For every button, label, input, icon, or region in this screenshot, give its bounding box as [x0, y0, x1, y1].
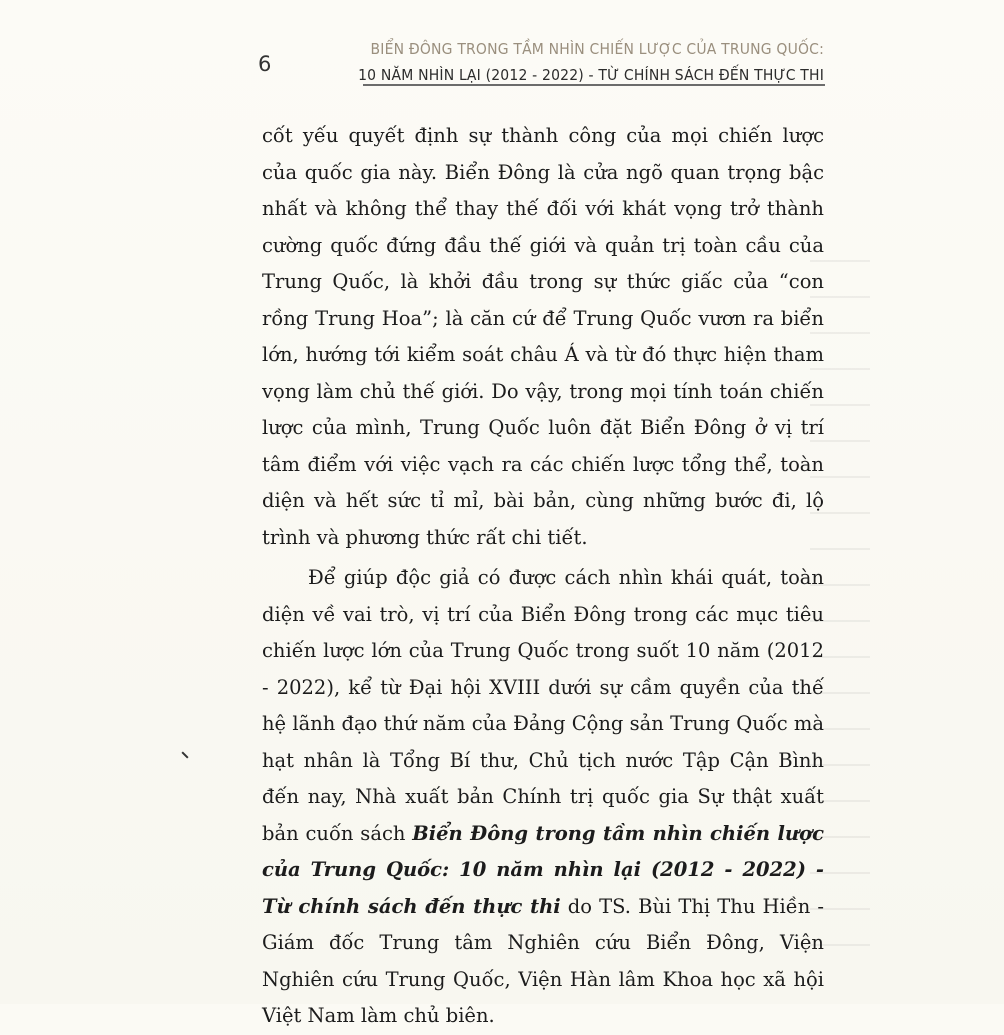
paragraph-2-end: do TS. Bùi Thị Thu Hiền - Giám đốc Trung tâm Nghiên cứu Biển Đông, Viện Nghiên cứu Trung Quốc, Viện Hàn lâm Khoa học xã hội Việt Nam làm chủ biên. — [262, 894, 824, 1027]
paragraph-2-intro: Để giúp độc giả có được cách nhìn khái quát, toàn diện về vai trò, vị trí của Biển Đông trong các mục tiêu chiến lược lớn của Trung Quốc trong suốt 10 năm (2012 - 2022), kể từ Đại hội XVIII dưới sự cầm quyền của thế hệ lãnh đạo thứ năm của Đảng Cộng sản Trung Quốc mà hạt nhân là Tổng Bí thư, Chủ tịch nước Tập Cận Bình đến nay, Nhà xuất bản Chính trị quốc gia Sự thật xuất bản cuốn sách — [262, 566, 824, 845]
running-head-line-2: 10 NĂM NHÌN LẠI (2012 - 2022) - TỪ CHÍNH SÁCH ĐẾN THỰC THI — [358, 66, 824, 84]
stray-mark — [181, 751, 188, 758]
paragraph-1: cốt yếu quyết định sự thành công của mọi chiến lược của quốc gia này. Biển Đông là cửa ngõ quan trọng bậc nhất và không thể thay thế đối với khát vọng trở thành cường quốc đứng đầu thế giới và quản trị toàn cầu của Trung Quốc, là khởi đầu trong sự thức giấc của “con rồng Trung Hoa”; là căn cứ để Trung Quốc vươn ra biển lớn, hướng tới kiểm soát châu Á và từ đó thực hiện tham vọng làm chủ thế giới. Do vậy, trong mọi tính toán chiến lược của mình, Trung Quốc luôn đặt Biển Đông ở vị trí tâm điểm với việc vạch ra các chiến lược tổng thể, toàn diện và hết sức tỉ mỉ, bài bản, cùng những bước đi, lộ trình và phương thức rất chi tiết. — [262, 124, 824, 549]
running-head — [358, 36, 824, 88]
paragraph-2 — [262, 560, 824, 1035]
body-text — [262, 118, 824, 1035]
running-head-line-1: BIỂN ĐÔNG TRONG TẦM NHÌN CHIẾN LƯỢC CỦA TRUNG QUỐC: — [370, 40, 824, 58]
page-number: 6 — [258, 52, 272, 76]
header-rule — [363, 84, 825, 86]
book-title: Biển Đông trong tầm nhìn chiến lược của Trung Quốc: 10 năm nhìn lại (2012 - 2022) - Từ chính sách đến thực thi — [262, 821, 824, 918]
